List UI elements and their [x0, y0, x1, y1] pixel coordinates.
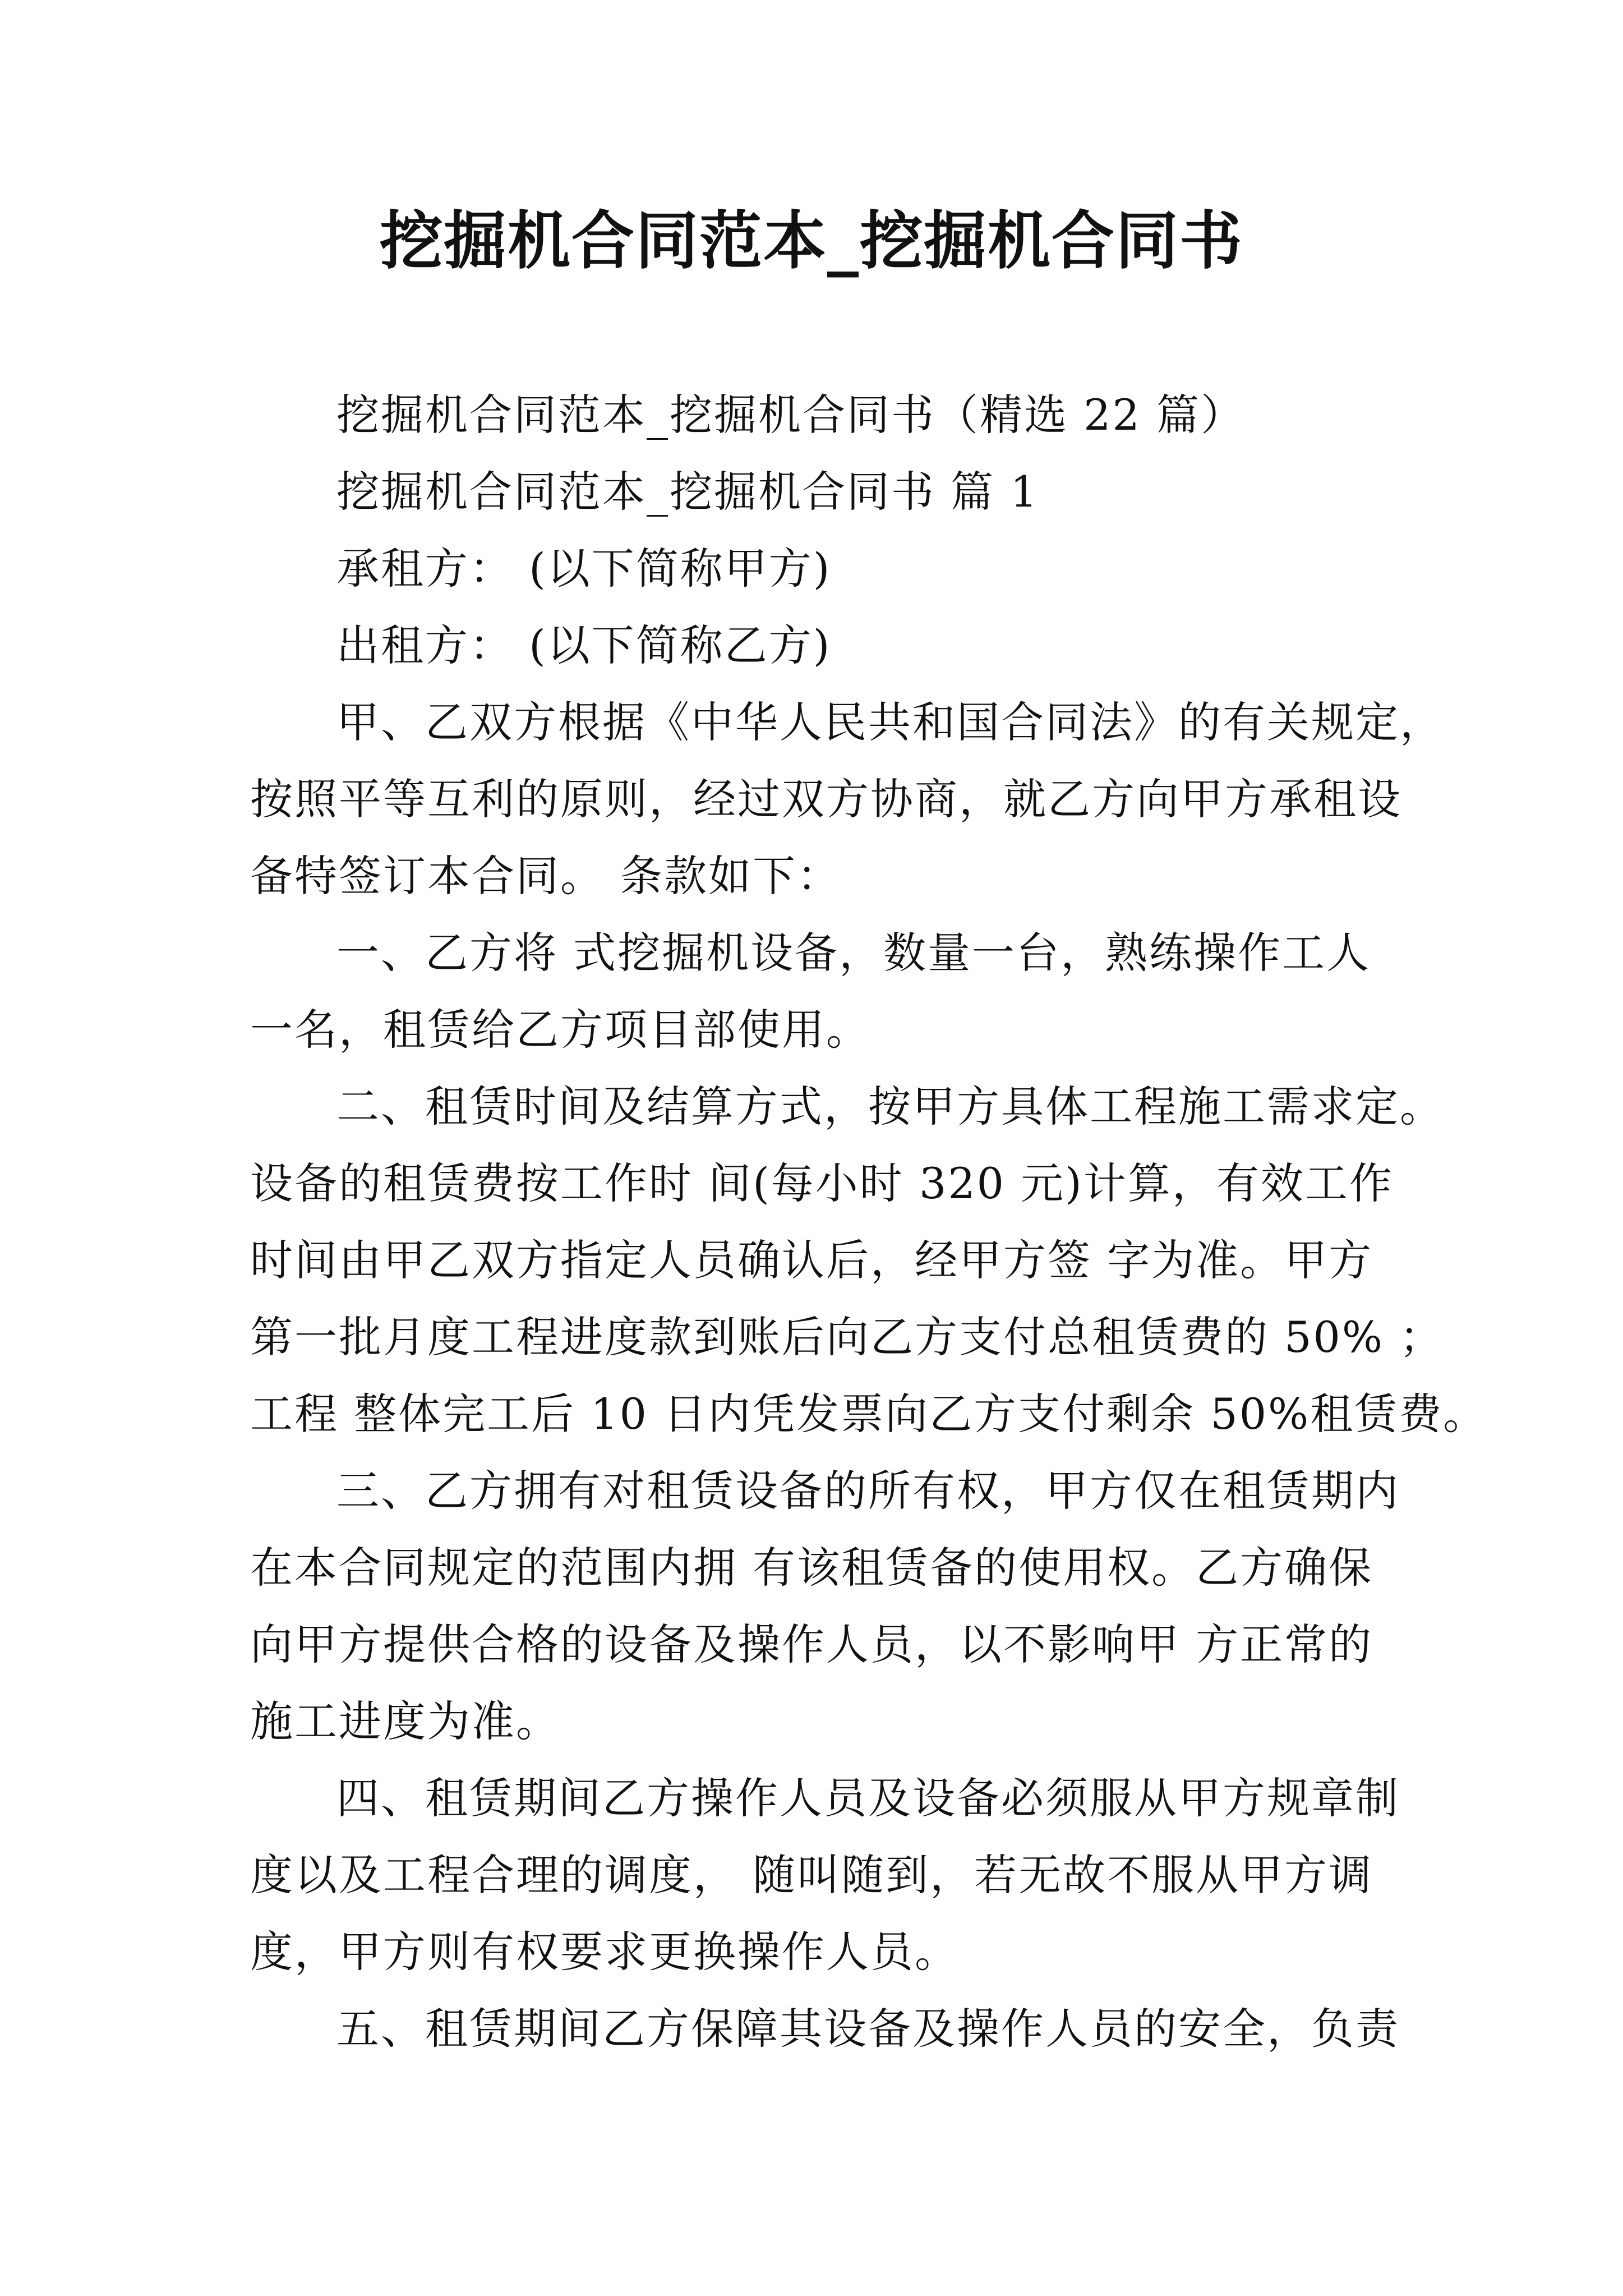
lessee-line: 承租方： (以下简称甲方): [336, 544, 832, 593]
lessor-line: 出租方： (以下简称乙方): [336, 620, 832, 670]
paragraph-line: 在本合同规定的范围内拥 有该租赁备的使用权。乙方确保: [250, 1543, 1373, 1593]
document-title: 挖掘机合同范本_挖掘机合同书: [380, 204, 1243, 278]
paragraph-line: 五、租赁期间乙方保障其设备及操作人员的安全，负责: [336, 2004, 1400, 2054]
paragraph-line: 施工进度为准。: [250, 1696, 560, 1746]
paragraph-line: 度以及工程合理的调度， 随叫随到，若无故不服从甲方调: [250, 1850, 1373, 1900]
paragraph-line: 甲、乙双方根据《中华人民共和国合同法》的有关规定，: [336, 697, 1444, 747]
paragraph-line: 四、租赁期间乙方操作人员及设备必须服从甲方规章制: [336, 1773, 1400, 1823]
paragraph-line: 设备的租赁费按工作时 间(每小时 320 元)计算，有效工作: [250, 1158, 1394, 1208]
paragraph-line: 度，甲方则有权要求更换操作人员。: [250, 1927, 959, 1977]
paragraph-line: 一名，租赁给乙方项目部使用。: [250, 1005, 870, 1055]
paragraph-line: 工程 整体完工后 10 日内凭发票向乙方支付剩余 50%租赁费。: [250, 1389, 1488, 1439]
paragraph-line: 时间由甲乙双方指定人员确认后，经甲方签 字为准。甲方: [250, 1235, 1373, 1285]
paragraph-line: 一、乙方将 式挖掘机设备，数量一台，熟练操作工人: [336, 928, 1371, 978]
paragraph-line: 按照平等互利的原则，经过双方协商，就乙方向甲方承租设: [250, 774, 1402, 824]
subtitle-line: 挖掘机合同范本_挖掘机合同书（精选 22 篇）: [336, 390, 1246, 440]
section-heading: 挖掘机合同范本_挖掘机合同书 篇 1: [336, 467, 1039, 517]
paragraph-line: 第一批月度工程进度款到账后向乙方支付总租赁费的 50% ；: [250, 1312, 1444, 1362]
paragraph-line: 三、乙方拥有对租赁设备的所有权，甲方仅在租赁期内: [336, 1466, 1400, 1516]
paragraph-line: 二、租赁时间及结算方式，按甲方具体工程施工需求定。: [336, 1082, 1444, 1131]
paragraph-line: 备特签订本合同。 条款如下：: [250, 851, 842, 901]
paragraph-line: 向甲方提供合格的设备及操作人员，以不影响甲 方正常的: [250, 1619, 1373, 1669]
